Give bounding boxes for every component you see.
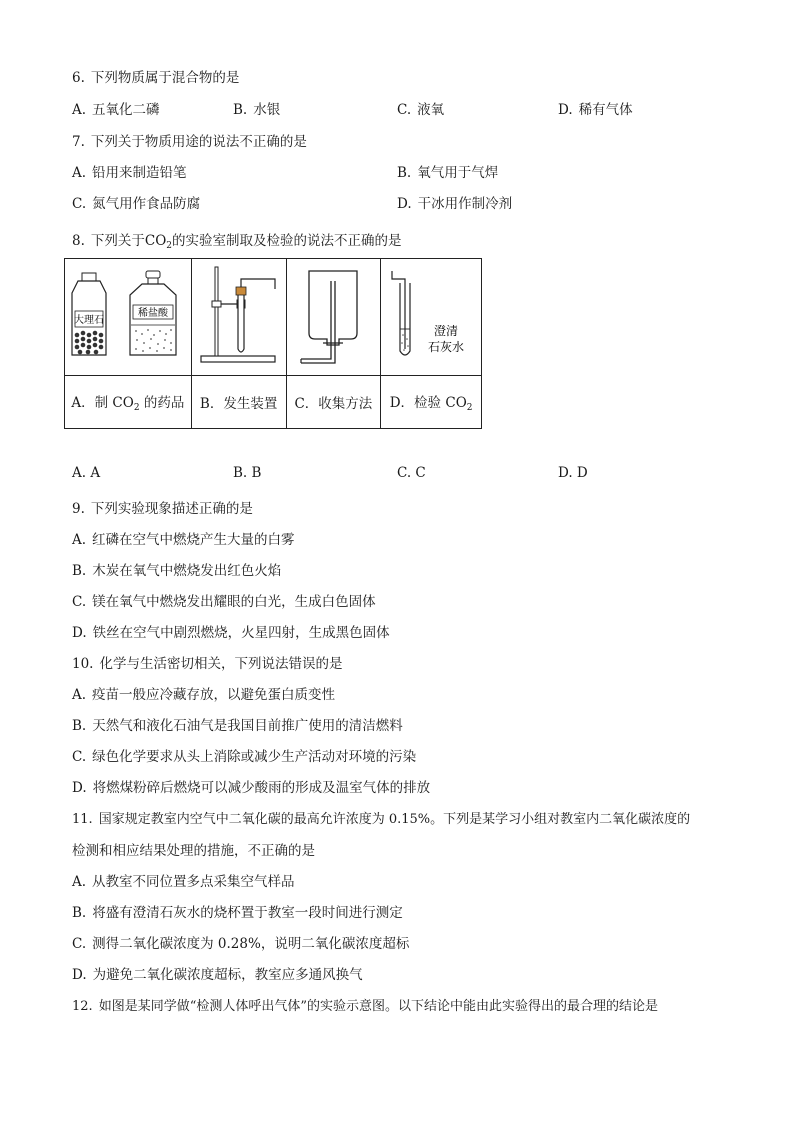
q6-option-a: A. 五氧化二磷 (72, 102, 160, 118)
question-6-stem (72, 66, 239, 86)
caption-d: D．检验 $CO_2$ (381, 376, 482, 429)
collection-bottle-illustration (287, 259, 379, 371)
question-12-stem: 12. 如图是某同学做“检测人体呼出气体”的实验示意图。以下结论中能由此实验得出的最合理的结论是 (72, 999, 658, 1014)
question-number: 6. (72, 70, 85, 86)
q9-option-a: A. 红磷在空气中燃烧产生大量的白雾 (72, 532, 295, 548)
caption-a: A．制 $CO_2$ 的药品 (65, 376, 192, 429)
q10-option-b: B. 天然气和液化石油气是我国目前推广使用的清洁燃料 (72, 718, 403, 734)
question-11-stem-line-1: 11. 国家规定教室内空气中二氧化碳的最高允许浓度为 0.15%。下列是某学习小组对教室内二氧化碳浓度的 (72, 812, 691, 827)
q7-option-d: D. 干冰用作制冷剂 (397, 196, 513, 212)
question-11-stem-line-2: 检测和相应结果处理的措施，不正确的是 (72, 843, 315, 859)
caption-c: C．收集方法 (286, 376, 381, 429)
question-text: 下列物质属于混合物的是 (90, 70, 240, 86)
reagent-bottles-illustration (66, 259, 190, 371)
question-8-stem: 8. 下列关于$CO_2$的实验室制取及检验的说法不正确的是 (72, 233, 402, 251)
question-9-stem: 9. 下列实验现象描述正确的是 (72, 501, 253, 517)
q10-option-d: D. 将燃煤粉碎后燃烧可以减少酸雨的形成及温室气体的排放 (72, 780, 431, 796)
question-10-stem: 10. 化学与生活密切相关，下列说法错误的是 (72, 656, 343, 672)
q8-option-d: D. D (558, 465, 588, 481)
test-figure (381, 259, 482, 376)
generator-figure (191, 259, 286, 376)
q8-option-b: B. B (233, 465, 262, 481)
q11-option-d: D. 为避免二氧化碳浓度超标，教室应多通风换气 (72, 967, 363, 983)
caption-b: B．发生装置 (191, 376, 286, 429)
q6-option-d: D. 稀有气体 (558, 102, 633, 118)
generator-apparatus-illustration (193, 259, 285, 371)
acid-label: 稀盐酸 (137, 308, 168, 319)
q10-option-c: C. 绿色化学要求从头上消除或减少生产活动对环境的污染 (72, 749, 417, 765)
q7-option-b: B. 氧气用于气焊 (397, 165, 499, 181)
q9-option-b: B. 木炭在氧气中燃烧发出红色火焰 (72, 563, 282, 579)
q7-option-c: C. 氮气用作食品防腐 (72, 196, 201, 212)
q6-option-c: C. 液氧 (397, 102, 445, 118)
reagents-figure (65, 259, 192, 376)
limewater-label-2: 石灰水 (428, 340, 465, 354)
limewater-test-illustration (382, 259, 480, 371)
marble-label: 大理石 (73, 315, 104, 326)
question-7-stem: 7. 下列关于物质用途的说法不正确的是 (72, 134, 307, 150)
q10-option-a: A. 疫苗一般应冷藏存放，以避免蛋白质变性 (72, 687, 336, 703)
co2-formula: $CO_2$ (144, 233, 173, 251)
q11-option-b: B. 将盛有澄清石灰水的烧杯置于教室一段时间进行测定 (72, 905, 403, 921)
q11-option-a: A. 从教室不同位置多点采集空气样品 (72, 874, 295, 890)
limewater-label-1: 澄清 (434, 324, 459, 338)
collection-figure (286, 259, 381, 376)
experiment-figure-table (64, 258, 482, 429)
q9-option-c: C. 镁在氧气中燃烧发出耀眼的白光，生成白色固体 (72, 594, 376, 610)
q7-option-a: A. 铅用来制造铅笔 (72, 165, 187, 181)
q8-option-c: C. C (397, 465, 426, 481)
q6-option-b: B. 水银 (233, 102, 281, 118)
q8-option-a: A. A (72, 465, 101, 481)
q9-option-d: D. 铁丝在空气中剧烈燃烧，火星四射，生成黑色固体 (72, 625, 390, 641)
q11-option-c: C. 测得二氧化碳浓度为 0.28%，说明二氧化碳浓度超标 (72, 936, 410, 952)
